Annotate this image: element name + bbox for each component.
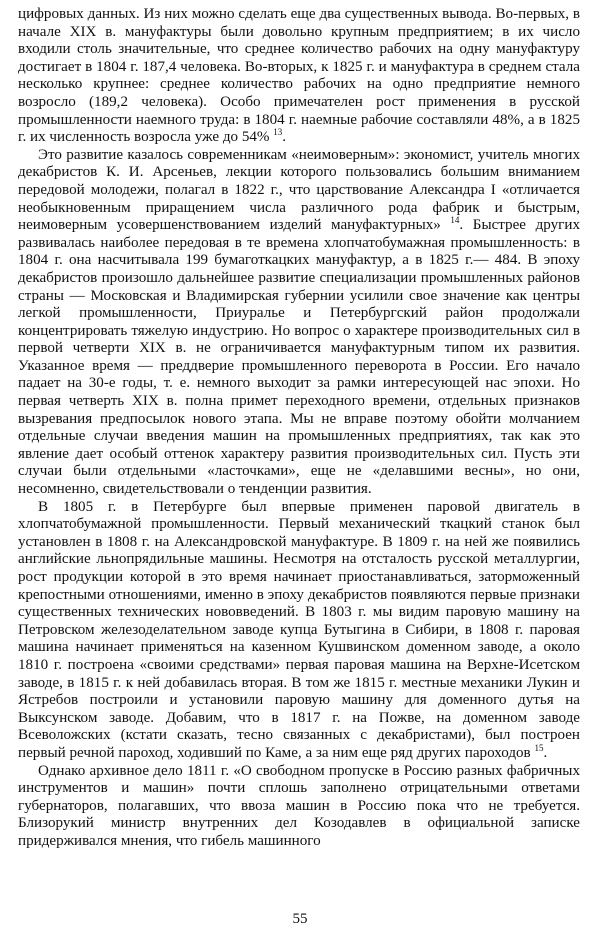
paragraph-3-text: В 1805 г. в Петербурге был впервые применен паровой двигатель в хлопчатобумажной промышленности. Первый механический ткацкий станок был установлен в 1808 г. на Александровской мануфактуре. В 1809 г. на ней же появились английские льнопрядильные машины. Несмотря на отсталость русской металлургии, рост продукции которой в это время начинает приостанавливаться, заторможенный крепостными отношениями, именно в эпоху декабристов появляются первые признаки существенных технических нововведений. В 1803 г. мы видим паровую машину на Петровском железоделательном заводе купца Бутыгина в Сибири, в 1808 г. паровая машина начинает применяться на казенном Кушвинском доменном заводе, а около 1810 г. построена «своими средствами» первая паровая машина на Верхне-Исетском заводе, в 1815 г. к ней добавилась вторая. В том же 1815 г. местные механики Лукин и Ястребов построили и установили паровую машину для доменного дутья на Выксунском заводе. Добавим, что в 1817 г. на Пожве, на доменном заводе Всеволожских (кстати сказать, тесно связанных с декабристами), был построен первый речной пароход, ходивший по Каме, а за ним еще ряд других пароходов — [18, 498, 580, 761]
paragraph-3-text-end: . — [543, 744, 548, 761]
book-page — [18, 6, 580, 934]
paragraph-2 — [18, 147, 580, 499]
paragraph-4-text: Однако архивное дело 1811 г. «О свободном пропуске в Россию разных фабричных инструментов и машин» почти сплошь заполнено отрицательными ответами губернаторов, полагавших, что ввоза машин в Россию пока что не требуется. Близорукий министр внутренних дел Козодавлев в официальной записке придерживался мнения, что гибель машинного — [18, 762, 580, 849]
paragraph-2-text: Это развитие казалось современникам «неимоверным»: экономист, учитель многих декабристов К. И. Арсеньев, лекции которого пользовались большим вниманием передовой молодежи, полагал в 1822 г., что царствование Александра I «отличается необыкновенным приращением числа различного рода фабрик и быстрым, неимоверным усовершенствованием изделий мануфактурных» — [18, 146, 580, 234]
paragraph-3 — [18, 499, 580, 763]
page-number: 55 — [292, 911, 308, 927]
footnote-ref-13[interactable]: 13 — [273, 127, 283, 138]
footnote-ref-15[interactable]: 15 — [534, 742, 544, 753]
paragraph-2-text-continued: . Быстрее других развивалась наиболее передовая в те времена хлопчатобумажная промышленность: в 1804 г. она насчитывала 199 бумаготкацких мануфактур, а в 1825 г.— 484. В эпоху декабристов произошло дальнейшее развитие специализации промышленных районов страны — Московская и Владимирская губернии усилили свое значение как центры легкой промышленности, Приуралье и Петербургский район продолжали концентрировать тяжелую индустрию. Но вопрос о характере производительных сил в первой четверти XIX в. не ограничивается мануфактурным типом их развития. Указанное время — преддверие промышленного переворота в России. Его начало падает на 30-е годы, т. е. немного выходит за рамки интересующей нас эпохи. Но первая четверть XIX в. полна примет переходного времени, отдельных признаков вызревания предпосылок нового этапа. Мы не вправе поэтому обойти молчанием отдельные случаи введения машин на промышленных предприятиях, так как это явление дает особый оттенок характеру развития производительных сил. Пусть эти случаи были отдельными «ласточками», еще не «делавшими весны», но они, несомненно, свидетельствовали о тенденции развития. — [18, 217, 580, 498]
paragraph-4 — [18, 763, 580, 851]
paragraph-1-text: цифровых данных. Из них можно сделать еще два существенных вывода. Во-первых, в начале XIX в. мануфактуры были довольно крупным предприятием; в их число входили столь значительные, что среднее количество рабочих на одну мануфактуру достигает в 1804 г. 187,4 человека. Во-вторых, к 1825 г. и мануфактура в среднем стала несколько крупнее: среднее количество рабочих на одно предприятие немного возросло (189,2 человека). Особо примечателен рост применения в русской промышленности наемного труда: в 1804 г. наемные рабочие составляли 48%, а в 1825 г. их численность возросла уже до 54% — [18, 6, 580, 146]
paragraph-1: цифровых данных. Из них можно сделать еще два существенных вывода. Во-первых, в начале XIX в. мануфактуры были довольно крупным предприятием; в их число входили столь значительные, что среднее количество рабочих на одну мануфактуру достигает в 1804 г. 187,4 человека. Во-вторых, к 1825 г. и мануфактура в среднем стала несколько крупнее: среднее количество рабочих на одно предприятие немного возросло (189,2 человека). Особо примечателен рост применения в русской промышленности наемного труда: в 1804 г. наемные рабочие составляли 48%, а в 1825 г. их численность возросла уже до 54% $^{13}$. — [18, 6, 580, 146]
footnote-ref-14[interactable]: 14 — [450, 215, 460, 226]
